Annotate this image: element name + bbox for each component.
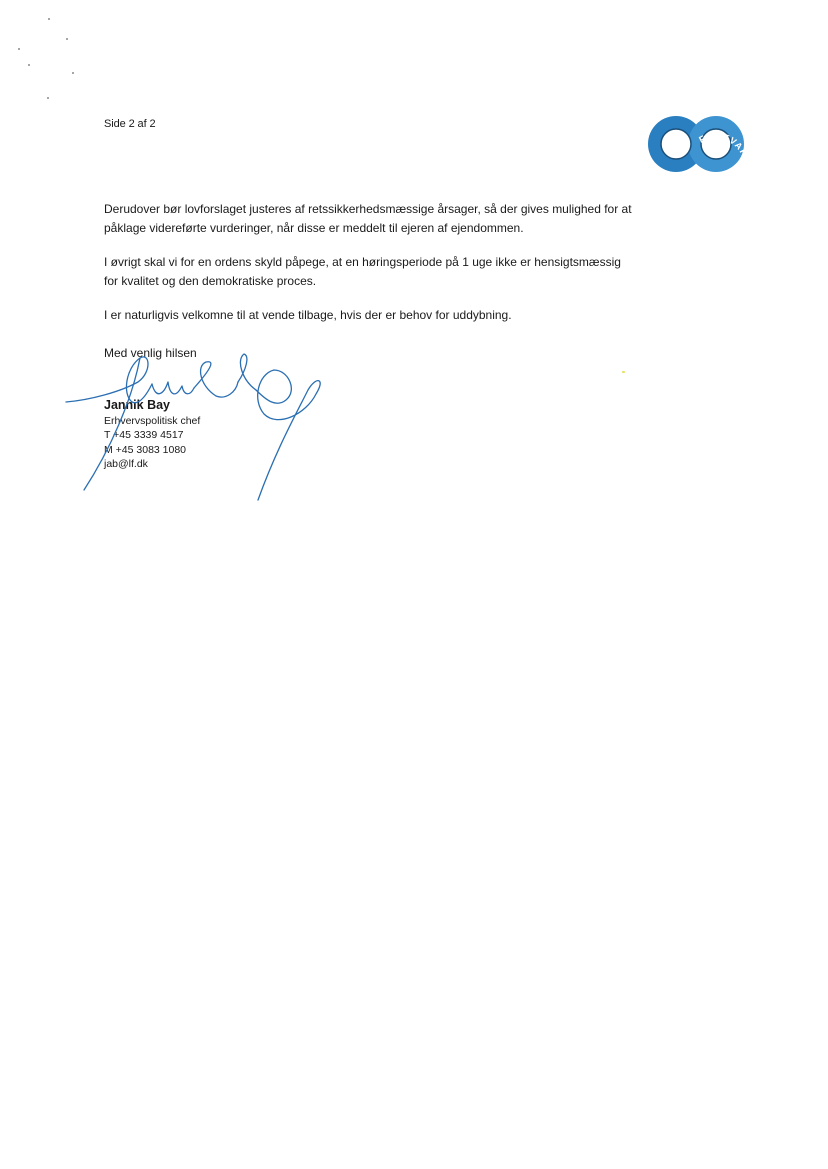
letter-body <box>104 200 664 340</box>
scan-speck <box>28 64 30 66</box>
scan-speck <box>18 48 20 50</box>
scan-speck <box>66 38 68 40</box>
scan-speck <box>72 72 74 74</box>
scan-speck <box>47 97 49 99</box>
closing-greeting: Med venlig hilsen <box>104 346 197 360</box>
signer-phone: T +45 3339 4517 <box>104 429 184 441</box>
scan-speck <box>48 18 50 20</box>
scan-speck <box>622 371 625 373</box>
signer-title: Erhvervspolitisk chef <box>104 414 201 427</box>
logo-text-right: FØDEVARE <box>697 130 752 166</box>
logo-text-left: LANDB <box>634 149 649 184</box>
signer-block <box>104 398 200 472</box>
landbrug-fodevarer-logo <box>632 104 762 184</box>
paragraph-horingsperiode: I øvrigt skal vi for en ordens skyld påpege, at en høringsperiode på 1 uge ikke er hensigtsmæssig for kvalitet og den demokratiske proces. <box>104 255 621 288</box>
signer-mobile: M +45 3083 1080 <box>104 443 187 456</box>
signer-name: Jannik Bay <box>104 398 171 412</box>
paragraph-velkommen: I er naturligvis velkomne til at vende tilbage, hvis der er behov for uddybning. <box>104 308 512 322</box>
paragraph-justering: Derudover bør lovforslaget justeres af retssikkerhedsmæssige årsager, så der gives mulighed for at påklage videreførte vurderinger, når disse er meddelt til ejeren af ejendommen. <box>104 202 632 235</box>
page-number: Side 2 af 2 <box>104 118 156 130</box>
signer-email: jab@lf.dk <box>104 458 148 470</box>
